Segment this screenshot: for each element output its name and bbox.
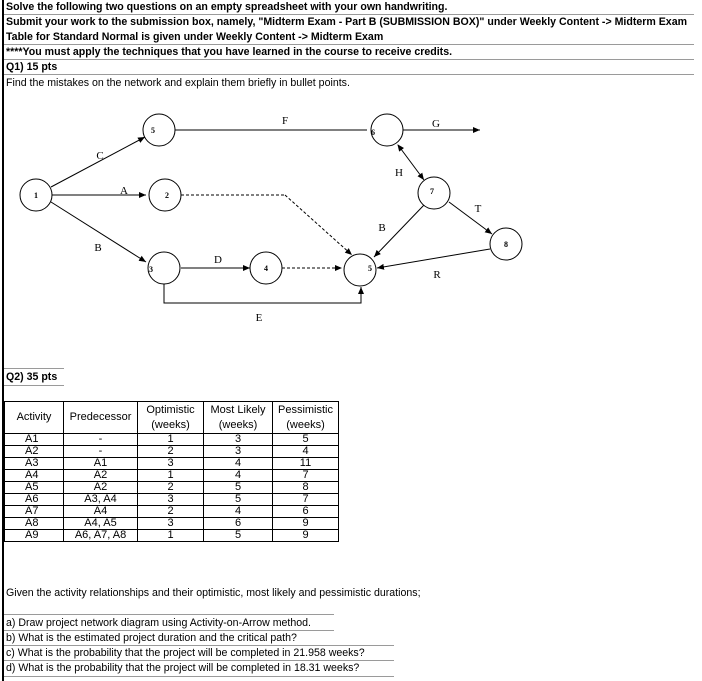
separator: [4, 368, 64, 369]
q2-part-b: b) What is the estimated project duration and the critical path?: [6, 632, 297, 644]
cell-activity: A6: [5, 494, 64, 506]
node-4-label: 4: [264, 264, 268, 273]
edge-label-C: C: [96, 150, 104, 162]
node-8-label: 8: [504, 240, 508, 249]
node-3-label: 3: [149, 265, 153, 274]
cell-pessimistic: 7: [273, 470, 339, 482]
edge-T: [449, 202, 492, 234]
cell-pessimistic: 11: [273, 458, 339, 470]
cell-activity: A2: [5, 446, 64, 458]
q2-title: Q2) 35 pts: [6, 371, 58, 383]
edge-label-A: A: [120, 185, 128, 197]
cell-predecessor: A4, A5: [64, 518, 138, 530]
edge-label-B-left: B: [94, 242, 102, 254]
q2-part-c: c) What is the probability that the project will be completed in 21.958 weeks?: [6, 647, 365, 659]
col-activity: Activity: [5, 402, 64, 434]
cell-most-likely: 5: [204, 530, 273, 542]
cell-activity: A3: [5, 458, 64, 470]
table-row: [5, 470, 339, 482]
q2-given: Given the activity relationships and their optimistic, most likely and pessimistic durations;: [6, 587, 421, 599]
cell-most-likely: 3: [204, 446, 273, 458]
cell-pessimistic: 4: [273, 446, 339, 458]
instruction-line-2: Submit your work to the submission box, namely, "Midterm Exam - Part B (SUBMISSION BOX)" under Weekly Content -> Midterm Exam: [6, 16, 687, 28]
node-7: [418, 177, 450, 209]
edge-label-G: G: [432, 118, 440, 130]
separator: [4, 614, 334, 615]
table-row: [5, 446, 339, 458]
cell-optimistic: 3: [138, 494, 204, 506]
edge-label-F: F: [281, 115, 289, 127]
edge-label-T: T: [474, 203, 482, 215]
cell-most-likely: 4: [204, 458, 273, 470]
node-1-label: 1: [34, 191, 38, 200]
col-optimistic: [138, 402, 204, 434]
cell-activity: A4: [5, 470, 64, 482]
cell-activity: A7: [5, 506, 64, 518]
separator: [4, 59, 694, 60]
cell-predecessor: A3, A4: [64, 494, 138, 506]
col-most-likely: [204, 402, 273, 434]
cell-optimistic: 1: [138, 530, 204, 542]
node-2-label: 2: [165, 191, 169, 200]
cell-pessimistic: 9: [273, 530, 339, 542]
table-row: [5, 518, 339, 530]
q1-prompt: Find the mistakes on the network and explain them briefly in bullet points.: [6, 77, 350, 89]
q2-part-a: a) Draw project network diagram using Activity-on-Arrow method.: [6, 617, 311, 629]
cell-predecessor: A4: [64, 506, 138, 518]
cell-pessimistic: 8: [273, 482, 339, 494]
q2-part-d: d) What is the probability that the project will be completed in 18.31 weeks?: [6, 662, 360, 674]
cell-most-likely: 4: [204, 506, 273, 518]
col-most-likely-label: Most Likely: [210, 403, 266, 416]
table-row: [5, 530, 339, 542]
table-row: [5, 434, 339, 446]
col-most-likely-unit: (weeks): [218, 418, 258, 431]
q1-title: Q1) 15 pts: [6, 61, 58, 73]
cell-predecessor: -: [64, 446, 138, 458]
instruction-line-1: Solve the following two questions on an empty spreadsheet with your own handwriting.: [6, 1, 448, 13]
separator: [4, 630, 334, 631]
table-row: [5, 458, 339, 470]
node-7-label: 7: [430, 187, 434, 196]
col-pessimistic-label: Pessimistic: [277, 403, 333, 416]
cell-optimistic: 3: [138, 518, 204, 530]
node-6-label: 6: [371, 128, 375, 137]
cell-predecessor: -: [64, 434, 138, 446]
cell-pessimistic: 9: [273, 518, 339, 530]
separator: [4, 14, 694, 15]
cell-most-likely: 6: [204, 518, 273, 530]
cell-optimistic: 2: [138, 506, 204, 518]
instruction-line-4: ****You must apply the techniques that you have learned in the course to receive credits.: [6, 46, 453, 58]
edge-label-D: D: [214, 254, 222, 266]
instruction-line-3: Table for Standard Normal is given under Weekly Content -> Midterm Exam: [6, 31, 384, 43]
edge-label-H: H: [395, 167, 403, 179]
node-5-top-label: 5: [151, 126, 155, 135]
edge-dummy-2-5b: [285, 195, 352, 255]
cell-activity: A9: [5, 530, 64, 542]
cell-most-likely: 3: [204, 434, 273, 446]
cell-predecessor: A2: [64, 470, 138, 482]
edge-E: [164, 284, 361, 303]
cell-optimistic: 2: [138, 482, 204, 494]
cell-pessimistic: 7: [273, 494, 339, 506]
node-5-bottom-label: 5: [368, 264, 372, 273]
edge-label-E: E: [255, 312, 263, 324]
col-optimistic-unit: (weeks): [151, 418, 190, 431]
cell-optimistic: 3: [138, 458, 204, 470]
cell-most-likely: 5: [204, 482, 273, 494]
table-row: [5, 482, 339, 494]
separator: [4, 385, 64, 386]
separator: [4, 660, 394, 661]
separator: [4, 74, 694, 75]
durations-table: [4, 401, 339, 542]
edge-R: [377, 249, 490, 268]
cell-optimistic: 2: [138, 446, 204, 458]
cell-most-likely: 5: [204, 494, 273, 506]
cell-optimistic: 1: [138, 470, 204, 482]
cell-optimistic: 1: [138, 434, 204, 446]
cell-activity: A1: [5, 434, 64, 446]
cell-predecessor: A6, A7, A8: [64, 530, 138, 542]
cell-activity: A5: [5, 482, 64, 494]
network-diagram: [0, 95, 702, 335]
separator: [4, 44, 694, 45]
cell-predecessor: A2: [64, 482, 138, 494]
cell-pessimistic: 6: [273, 506, 339, 518]
col-pessimistic-unit: (weeks): [286, 418, 325, 431]
table-row: [5, 506, 339, 518]
cell-predecessor: A1: [64, 458, 138, 470]
separator: [4, 645, 394, 646]
cell-activity: A8: [5, 518, 64, 530]
cell-pessimistic: 5: [273, 434, 339, 446]
edge-label-R: R: [433, 269, 441, 281]
cell-most-likely: 4: [204, 470, 273, 482]
node-5-top: [143, 114, 175, 146]
node-6: [371, 114, 403, 146]
col-optimistic-label: Optimistic: [146, 403, 195, 416]
col-pessimistic: [273, 402, 339, 434]
table-row: [5, 494, 339, 506]
edge-label-B-right: B: [378, 222, 386, 234]
separator: [4, 676, 394, 677]
col-predecessor: Predecessor: [64, 402, 138, 434]
edge-C: [51, 137, 145, 187]
